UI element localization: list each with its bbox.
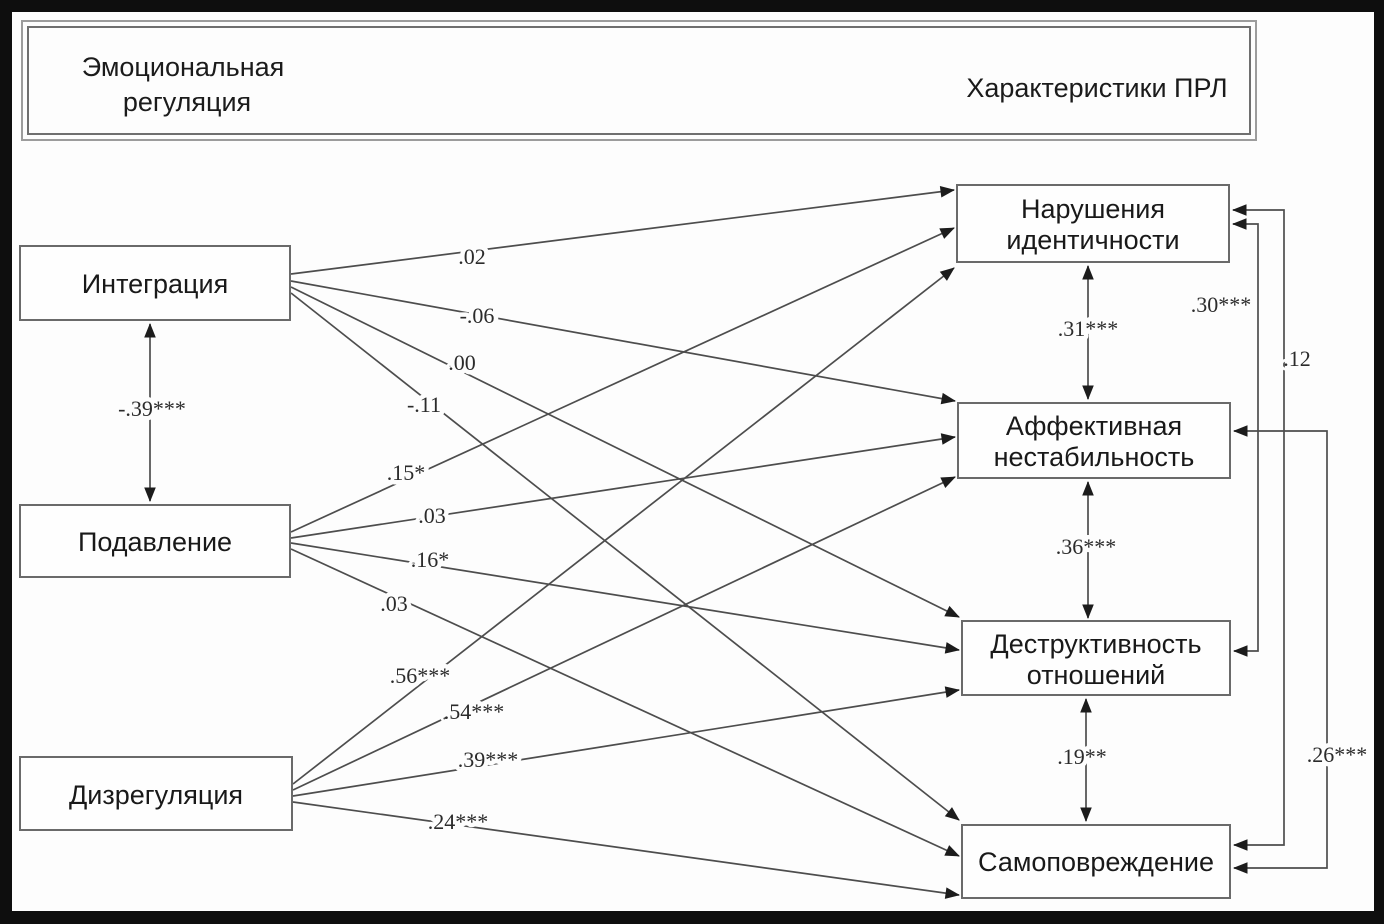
box-relationship-destructiveness-label2: отношений <box>1026 660 1166 690</box>
box-identity-disturbance-label1: Нарушения <box>1020 194 1166 224</box>
coef-integration-affective: -.06 <box>459 303 495 328</box>
coef-suppression-destructive: .16* <box>410 547 450 572</box>
box-affective-instability-label2: нестабильность <box>993 442 1195 472</box>
coef-suppression-identity: .15* <box>386 460 426 485</box>
coef-integration-destructive: .00 <box>448 350 476 375</box>
header-left-title-line1: Эмоциональная <box>81 52 285 82</box>
coef-destructive-selfharm: .19** <box>1057 744 1107 769</box>
coef-dysregulation-identity: .56*** <box>389 663 451 688</box>
coef-affective-destructive: .36*** <box>1055 534 1117 559</box>
header-right-title: Характеристики ПРЛ <box>966 73 1228 103</box>
box-dysregulation-label: Дизрегуляция <box>68 780 244 810</box>
coef-identity-selfharm: .12 <box>1283 346 1311 371</box>
coef-integration-identity: .02 <box>458 244 486 269</box>
box-relationship-destructiveness-label1: Деструктивность <box>990 629 1202 659</box>
box-self-harm-label: Самоповреждение <box>978 847 1214 877</box>
box-integration-label: Интеграция <box>81 269 229 299</box>
coef-dysregulation-affective: .54*** <box>443 699 505 724</box>
coef-affective-selfharm: .26*** <box>1306 742 1368 767</box>
box-affective-instability-label1: Аффективная <box>1005 411 1183 441</box>
header-box <box>22 21 1256 140</box>
box-suppression-label: Подавление <box>77 527 233 557</box>
box-identity-disturbance-label2: идентичности <box>1006 225 1180 255</box>
coef-integration-suppression: -.39*** <box>118 396 186 421</box>
coef-suppression-affective: .03 <box>418 503 446 528</box>
coef-suppression-selfharm: .03 <box>380 591 408 616</box>
coef-identity-destructive: .30*** <box>1190 292 1252 317</box>
coef-integration-selfharm: -.11 <box>406 392 442 417</box>
coef-dysregulation-destructive: .39*** <box>457 747 519 772</box>
coef-dysregulation-selfharm: .24*** <box>427 809 489 834</box>
header-left-title-line2: регуляция <box>122 87 252 117</box>
coef-identity-affective: .31*** <box>1057 316 1119 341</box>
